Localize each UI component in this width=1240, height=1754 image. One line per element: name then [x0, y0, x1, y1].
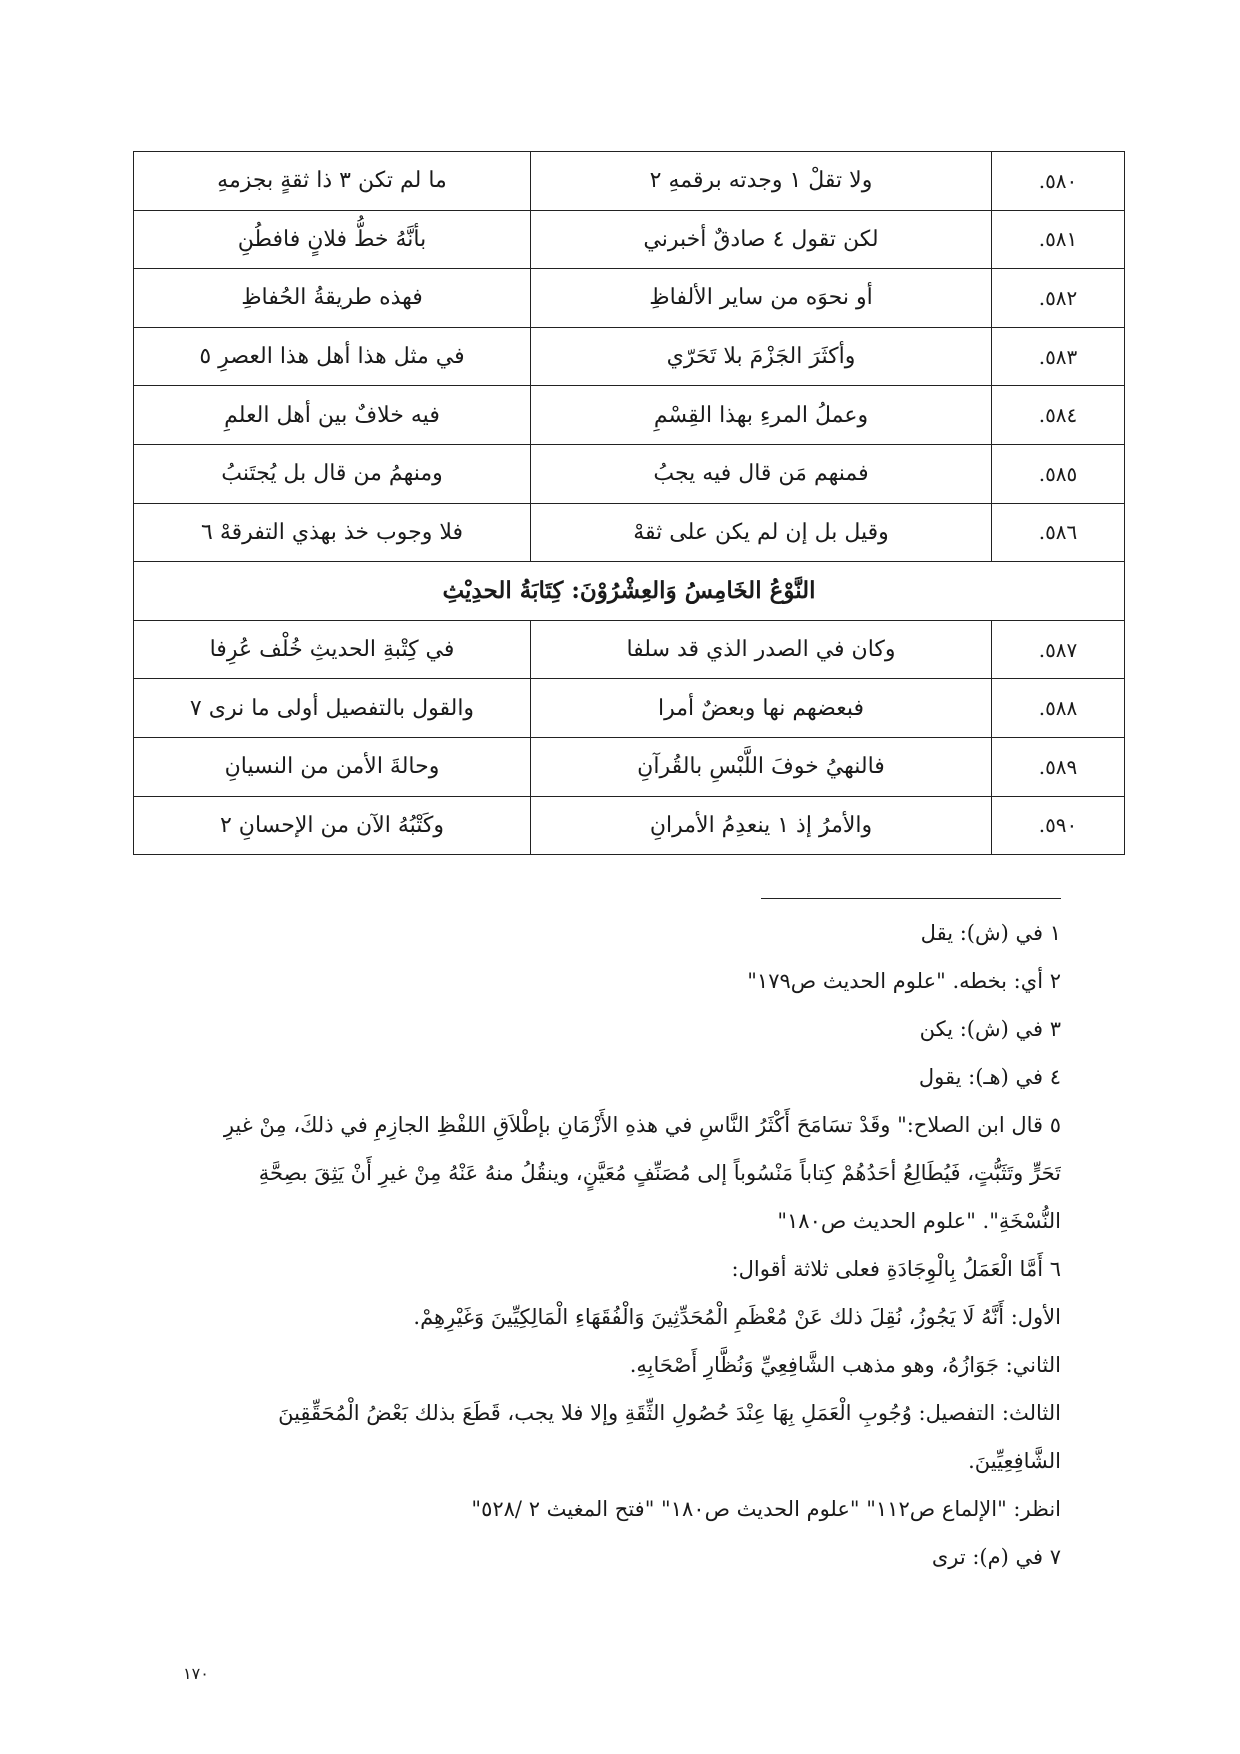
footnote-line: الأول: أَنَّهُ لَا يَجُوزُ، نُقِلَ ذلك عَنْ مُعْظَمِ الْمُحَدِّثِينَ وَالْفُقَهَاءِ الْمَالِكِيِّينَ وَغَيْرِهِمْ.	[413, 1305, 1061, 1329]
verse-number: ٥٨٩.	[992, 737, 1125, 796]
verse-row	[134, 386, 1125, 445]
footnote-line: ٤ في (هـ): يقول	[918, 1065, 1061, 1089]
footnote-line: تَحَرٍّ وتَثَبُّتٍ، فَيُطَالِعُ أحَدُهُمْ كِتاباً مَنْسُوباً إلى مُصَنِّفٍ مُعَيَّنٍ، وينقُلُ منهُ عَنْهُ مِنْ غيرِ أَنْ يَثِقَ بصِحَّةِ	[258, 1161, 1061, 1185]
poem-table	[133, 151, 1125, 855]
footnote-line: انظر: "الإلماع ص١١٢" "علوم الحديث ص١٨٠" "فتح المغيث ٢ /٥٢٨"	[471, 1497, 1061, 1521]
first-hemistich: فالنهيُ خوفَ اللَّبْسِ بالقُرآنِ	[531, 737, 992, 796]
second-hemistich: ما لم تكن ٣ ذا ثقةٍ بجزمهِ	[134, 152, 531, 211]
first-hemistich: ولا تقلْ ١ وجدته برقمهِ ٢	[531, 152, 992, 211]
first-hemistich: والأمرُ إذ ١ ينعدِمُ الأمرانِ	[531, 796, 992, 855]
second-hemistich: في كِتْبةِ الحديثِ خُلْف عُرِفا	[134, 620, 531, 679]
footnote-line: ٦ أَمَّا الْعَمَلُ بِالْوِجَادَةِ فعلى ثلاثة أقوال:	[731, 1257, 1061, 1281]
verse-number: ٥٨٧.	[992, 620, 1125, 679]
verse-number: ٥٨١.	[992, 210, 1125, 269]
section-heading-row	[134, 562, 1125, 621]
footnote-line: النُّسْخَةِ". "علوم الحديث ص١٨٠"	[777, 1209, 1061, 1233]
verse-number: ٥٨٥.	[992, 444, 1125, 503]
verse-row	[134, 679, 1125, 738]
footnote-line: الشَّافِعِيِّينَ.	[968, 1449, 1061, 1473]
first-hemistich: وكان في الصدر الذي قد سلفا	[531, 620, 992, 679]
verse-row	[134, 152, 1125, 211]
first-hemistich: لكن تقول ٤ صادقٌ أخبرني	[531, 210, 992, 269]
verse-row	[134, 796, 1125, 855]
second-hemistich: في مثل هذا أهل هذا العصرِ ٥	[134, 327, 531, 386]
verse-number: ٥٨٨.	[992, 679, 1125, 738]
footnotes-section	[133, 898, 1061, 1581]
first-hemistich: فمنهم مَن قال فيه يجبُ	[531, 444, 992, 503]
verse-row	[134, 269, 1125, 328]
first-hemistich: فبعضهم نها وبعضٌ أمرا	[531, 679, 992, 738]
second-hemistich: بأنَّهُ خطُّ فلانٍ فافطُنِ	[134, 210, 531, 269]
section-heading: النَّوْعُ الخَامِسُ وَالعِشْرُوْنَ: كِتَابَةُ الحدِيْثِ	[134, 562, 1125, 621]
verse-number: ٥٨٢.	[992, 269, 1125, 328]
verse-row	[134, 620, 1125, 679]
second-hemistich: ومنهمُ من قال بل يُجتَنبُ	[134, 444, 531, 503]
first-hemistich: وعملُ المرءِ بهذا القِسْمِ	[531, 386, 992, 445]
footnote-line: ١ في (ش): يقل	[920, 921, 1061, 945]
footnote-line: الثالث: التفصيل: وُجُوبِ الْعَمَلِ بِهَا عِنْدَ حُصُولِ الثِّقَةِ وإلا فلا يجب، قَطَعَ بذلك بَعْضُ الْمُحَقِّقِينَ	[278, 1401, 1061, 1425]
second-hemistich: فهذه طريقةُ الحُفاظِ	[134, 269, 531, 328]
second-hemistich: وحالةَ الأمن من النسيانِ	[134, 737, 531, 796]
first-hemistich: وقيل بل إن لم يكن على ثقهْ	[531, 503, 992, 562]
second-hemistich: وكَتْبُهُ الآن من الإحسانِ ٢	[134, 796, 531, 855]
first-hemistich: أو نحوَه من ساير الألفاظِ	[531, 269, 992, 328]
verse-row	[134, 210, 1125, 269]
verse-number: ٥٨٦.	[992, 503, 1125, 562]
footnote-line: الثاني: جَوَازُهُ، وهو مذهب الشَّافِعِيِّ وَنُظَّارِ أَصْحَابِهِ.	[629, 1353, 1061, 1377]
verse-row	[134, 737, 1125, 796]
footnote-line: ٧ في (م): ترى	[931, 1545, 1061, 1569]
footnote-line: ٥ قال ابن الصلاح:" وقَدْ تسَامَحَ أَكْثَرُ النَّاسِ في هذهِ الأَزْمَانِ بإطْلاَقِ اللفْظِ الجازِمِ في ذلكَ، مِنْ غيرِ	[223, 1113, 1061, 1137]
footnote-line: ٣ في (ش): يكن	[919, 1017, 1061, 1041]
footnote-line: ٢ أي: بخطه. "علوم الحديث ص١٧٩"	[747, 969, 1061, 993]
verse-number: ٥٨٣.	[992, 327, 1125, 386]
footnote-separator	[761, 898, 1061, 899]
verse-number: ٥٨٤.	[992, 386, 1125, 445]
first-hemistich: وأكثَرَ الجَزْمَ بلا تَحَرّي	[531, 327, 992, 386]
second-hemistich: فلا وجوب خذ بهذي التفرقهْ ٦	[134, 503, 531, 562]
footnote-list	[133, 909, 1061, 1581]
poem-table-body	[134, 152, 1125, 855]
verse-row	[134, 444, 1125, 503]
second-hemistich: والقول بالتفصيل أولى ما نرى ٧	[134, 679, 531, 738]
verse-row	[134, 503, 1125, 562]
verse-row	[134, 327, 1125, 386]
verse-number: ٥٩٠.	[992, 796, 1125, 855]
page-number: ١٧٠	[183, 1664, 209, 1683]
second-hemistich: فيه خلافٌ بين أهل العلمِ	[134, 386, 531, 445]
verse-number: ٥٨٠.	[992, 152, 1125, 211]
